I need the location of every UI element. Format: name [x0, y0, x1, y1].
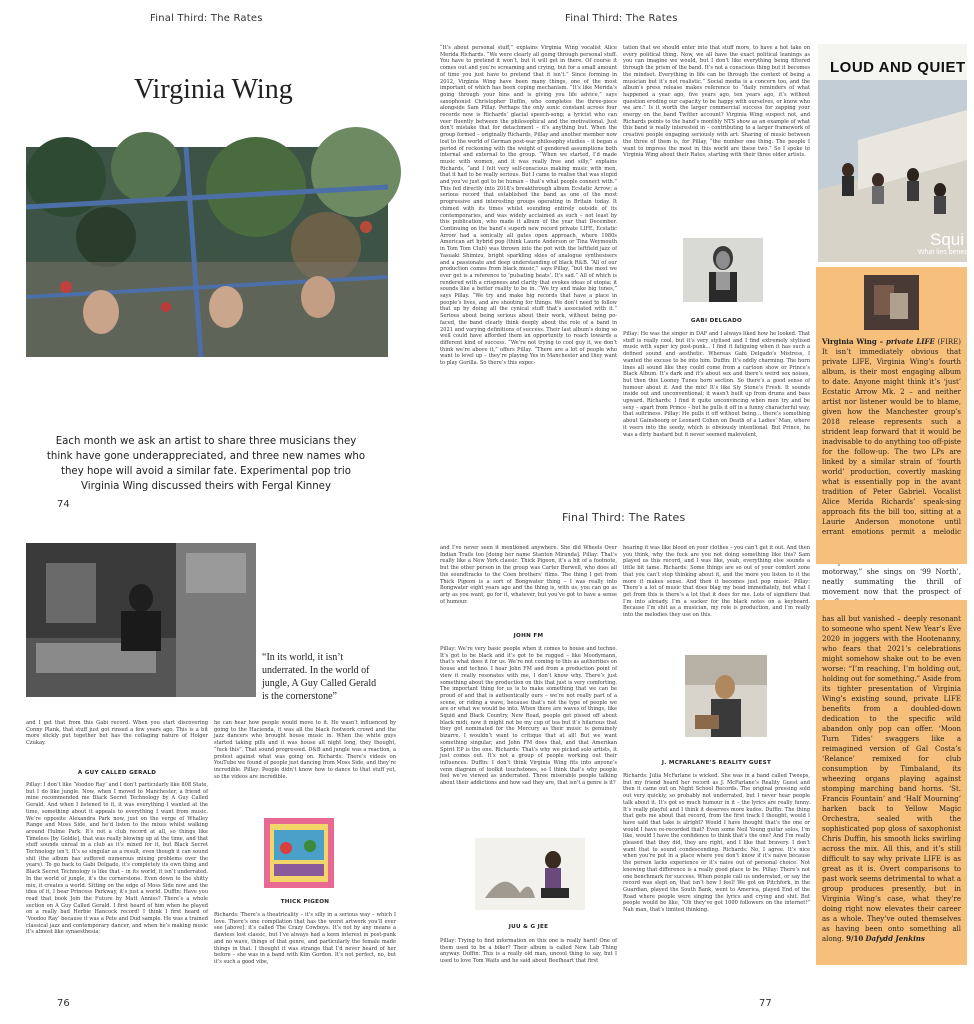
review-score: 9/10 — [846, 934, 864, 943]
review-panel — [816, 267, 967, 596]
juu-and-g-jee-photo — [475, 838, 585, 910]
section-label-top-right: Final Third: The Rates — [565, 13, 678, 24]
caption-juu-g-jee: JUU & G JEE — [508, 924, 549, 930]
bottom-left-col1-top: and I get that from this Gabi record. When you start discovering Conny Plank, that stuff just got rinsed a few years ago. This is a bit more slickly put together but has the collaging nature of Holger Czukay. — [26, 720, 208, 747]
review-body-2: has all but vanished – deeply resonant to someone who spent New Year’s Eve 2020 in joggers with the Hootenanny, who fears that 2021’s celebrations might somehow shake out to be even worse: “I’m reaching, I’m holding out, holding out for something.” Aside from its tighter presentation of Virginia Wing’s existing sound, private LIFE benefits from a doubled-down dedication to the specific wild abandon only pop can offer. ‘Moon Turn Tides’ swaggers like a reimagined version of Gal Costa’s ‘Relance’ remixed for club consumption by Timbaland, its wheezing organs playing against stomping marching band horns. ‘St. Francis Fountain’ and ‘Half Mourning’ harken back to Yellow Magic Orchestra, sealed with the sophisticated pop gloss of saxophonist Chris Duffin, his smooth licks swirling across the mix. All this, and it’s still difficult to say why private LIFE is as great as it is. Overt comparisons to past work seems detrimental to what a group produces presently, but in Virginia Wing’s case, what they’re doing right now elevates their career as a whole. They’ve outed themselves as having been onto something all along. — [822, 615, 961, 943]
review-author: Dafydd Jenkins — [865, 934, 925, 943]
gabi-delgado-photo — [683, 238, 763, 302]
review-text-2 — [822, 614, 961, 964]
magazine-overlay-subtext: What lies beneath — [918, 249, 974, 256]
caption-gabi-delgado: GABI DELGADO — [690, 318, 743, 324]
review-lead-title: private LIFE — [885, 337, 935, 346]
magazine-overlay-text: Squi — [930, 230, 965, 249]
review-panel-lower — [816, 600, 967, 965]
thick-pigeon-artwork — [264, 818, 334, 888]
magazine-title: LOUD AND QUIET — [830, 59, 966, 76]
j-mcfarlane-portrait — [685, 655, 767, 737]
bottom-right-col1-bottom: Pillay: Trying to find information on this one is really hard! One of them used to be a biker? Their album is called New Lab Thing anyway. Duffin: This is a really old man, uncool thing to say, but I used to love Tom Waits and he said about Beefheart that first — [440, 938, 617, 965]
juu-and-g-jee-illustration — [475, 838, 585, 910]
studio-photo-illustration — [26, 543, 256, 697]
heading-a-guy-called-gerald: A GUY CALLED GERALD — [77, 770, 157, 776]
page-number-74: 74 — [57, 499, 70, 510]
bottom-right-col1-body: Pillay: We’re very basic people when it comes to house and techno. It’s got to be black and it’s got to be rugged – like Moodymann, that’s what does it for us. We’re not coming to this as authorities on house and techno. I hear John FM and from a production point of view it really resonates with me, I don’t know why. There’s just something about the production on this that just is very comforting. The important thing for us is to make something that we can be proud of and that is authentically ours – we’re not really part of a scene, or riding a wave, because that’s not the type of people we are or what we would be into. When there are waves of things, like Squid and Black Country, New Road, people get pissed off about black midi, now it might not be my cup of tea but it’s hilarious that they got nominated for the Mercury as their music is genuinely bizarre. I wouldn’t want to critique that at all! But we want something singular, and John FM does that, and that Amerikan Spirit EP is the one. Richards: That’s why we picked solo artists, it just comes out. It’s not a group of people working out their influences. Duffin: I don’t think Virginia Wing fits into anyone’s venn diagram of toolkit touchstones, so I think that’s why people feel we’ve viewed as underrated. Three miserable people talking about their addictions and how sad they are, that isn’t a genre is it? — [440, 646, 617, 787]
page-number-76: 76 — [57, 998, 70, 1009]
review-lead-artist: Virginia Wing – — [822, 337, 886, 346]
review-body-1: It isn’t immediately obvious that private LIFE, Virginia Wing’s fourth album, is their most engaging album to date. Anyone might think it’s ‘just’ Ecstatic Arrow Mk. 2 – and neither artist nor listener would be to blame, given how the Manchester group’s 2018 release represents such a strident leap forward that it would be inadvisable to do anything too off-piste for the follow-up. The two LPs are linked by a similar strain of ‘fourth world’ production, covertly masking what is essentially pop in the avant tradition of Peter Gabriel. Vocalist Alice Merida Richards’ speak-sing approach fits the bill too, sitting at a Laurie Anderson monotone until errant emotions permit a melodic motorway,” she sings on ‘99 North’, neatly summating the thrill of movement now that the prospect of — [822, 348, 961, 596]
j-mcfarlane-photo — [685, 655, 767, 737]
section-label-top-left: Final Third: The Rates — [150, 13, 263, 24]
band-window-illustration — [26, 147, 388, 357]
guy-called-gerald-photo — [26, 543, 256, 697]
bottom-right-col2-bottom: Richards: Julia McFarlane is wicked. She was in a band called Tweeps, but my friend heard her record as J. McFarlane’s Reality Guest and then it came out on Night School Records. The original pressing sold out very quickly, so probably not underrated, but I never hear people talk about it. It’s got so much humour in it – the lyrics are really funny. It’s really playful and I think it deserves more kudos. Duffin: The thing that gets me about that record, from the first track I thought, would I have said that take is alright? Would I have thought that’s the one or would I have re-recorded that? Even some Neil Young guitar solos, I’m like, would I have the confidence to think that’s the one? And I’m really pleased that they did, they are right, and I like that bravery. I don’t want that to sound condescending. Richards: No, I agree. It’s nice when you’re put in a place where you don’t know if it’s naive because the person lacks experience or it’s naive out of personal choice. Not knowing that difference is a really good place to be. Pillay: There’s not one benchmark for success. When people call us underrated, or say the record was slept on, that isn’t how I feel! We got on Pitchfork, in the Guardian, played the South Bank, went to America, played End of the Road where people were singing the lyrics and crying and shit. But people would be like, “Oh they’ve got 1000 followers on the internet!” Nah man, that’s limited thinking. — [623, 773, 810, 914]
review-text-1 — [822, 337, 961, 596]
review-lead-label: (FIRE) — [934, 338, 961, 346]
intro-text: Each month we ask an artist to share three musicians they think have gone underappreciated, and three new names who they hope will avoid a similar fate. Experimental pop trio Virginia Wing discussed theirs with Fergal Kinney — [46, 436, 366, 492]
gabi-delgado-portrait — [683, 238, 763, 302]
section-label-bottom-right: Final Third: The Rates — [562, 511, 686, 524]
page-title: Virginia Wing — [134, 74, 293, 105]
article-column-1: “It’s about personal stuff,” explains Virginia Wing vocalist Alice Merida Richards. “We were clearly all going through personal stuff. You have to pretend it won’t, but it will get in there. Of course it comes out and you’re screaming and crying, but for a small amount of time you just have to pretend that it isn’t.” Since forming in 2012, Virginia Wing have been many things, one of the most important of which has been coping mechanism. “It’s like Merida’s going through your bins and is giving you life advice,” says saxophonist Christopher Duffin, who completes the three-piece alongside Sam Pillay. Perhaps the only sonic constant across four records now is Richards’ glacial speech-song; a lyricist who can veer fluently between the philosophical and the motivational. Just don’t mistake that for detachment – it’s anything but. When the group formed – originally Richards, Pillay and another member now lost to the world of German post-war philosophy studies – it began a period of reckoning with the weight of gendered assumptions both internal and external to the group. “When we started, I’d made music with women, and it was really free and silly,” explains Richards, “and I felt very self-conscious making music with men, that it had to be really serious. But I came to realise that was stupid and you’ve just got to be human – that’s what people connect with.” This fed directly into 2018’s breakthrough album Ecstatic Arrow; a serious record that established the band as one of the most progressive and interesting groups operating in Britain today. It chimed with its times whilst sounding entirely outside of its contemporaries, and was widely acclaimed as such – not least by this publication, who made it album of the year that December. Continuing on the band’s superb new record private LIFE, Ecstatic Arrow had a sonically all gates open approach, where 1980s American art hybrid pop (think Laurie Anderson or Tina Weymouth in Tom Tom Club) was thrown into the pot with the leftfield jazz of Yasuaki Shimizu, bright sparkling skies of analogue synthesisers and a passionate and deep understanding of black R&B. “All of our production comes from black music,” says Pillay, “but the most we ever get is a reference to ‘pulsating beats’. It’s sad.” All of which is rendered with a crispness and clarity that evokes ideas of utopia; it sounds like a better reality to be in. “We try and make big tunes,” says Pillay. “We try and make big records that have a place in people’s lives, and are shooting for things. We don’t need to follow that up by doing all the cynical stuff that’s associated with it.” Serious about being serious about their work, without being po-faced, the band clearly think deeply about the role of a band in 2021 and varying definitions of success. Their last album’s doing so well could have afforded them an opportunity to reach towards a different kind of success. “We’re not trying to cool guy it, we don’t think we’re above it,” offers Pillay. “There are a lot of people who want to level up – they’re playing Yes in Manchester and they want to play Gorilla. So there’s this expec- — [440, 45, 617, 367]
album-cover-thumbnail — [864, 275, 919, 330]
album-art-icon — [864, 275, 919, 330]
pull-quote: “In its world, it isn’t underrated. In the world of jungle, A Guy Called Gerald is the cornerstone” — [262, 652, 377, 702]
thick-pigeon-cover — [264, 818, 334, 888]
bottom-left-col2-top: he can hear how people would move to it. He wasn’t influenced by going to the Hacienda, it was all the black footwork crowd and the jazz dancers who brought house music in. When the white guys started taking pills and it was house all night long, they thought, “fuck this”. That sound progressed. D&B and jungle was a reaction, a protest against what was going on. Richards: There’s videos on YouTube we found of people just dancing from Moss Side, and they’re incredible. Pillay: People didn’t know how to dance to that stuff yet, so the videos are incredible. — [214, 720, 396, 780]
page-number-77: 77 — [759, 998, 772, 1009]
caption-thick-pigeon: THICK PIGEON — [280, 899, 330, 905]
article-column-2-bottom: Pillay: He was the singer in DAF and I always liked how he looked. That stuff is really cool, but it’s very stylised and I find extremely stylised music with super icy post-punk... I find it fatiguing when it has such a defined sound and aesthetic. Whereas Gabi Delgado’s Mistress, I wanted the excuse to be into him. Duffin: It’s oddly charming. The horn lines all sound like they could come from a cartoon show or Prince’s Black Album. It’s dark and it’s about sex and there’s weird sex noises, but then this Looney Tunes horn section. So there’s a good sense of humour about it. And the mix! It’s like Sly Stone’s Fresh. It sounds inside out and unconventional; it wasn’t built up from drums and bass upward. Richards: I find it quite unconvincing when men try and be sexy – apart from Prince – but he pulls it off in a funny characterful way, that sultriness. Pillay: He pulls it off without being... there’s something about Gainsbourg or Leonard Cohen on Death of a Ladies’ Man, where it veers into the seedy, which is obviously intentional. But Prince, he was a dirty bastard but it never seemed malevolent, — [623, 331, 810, 438]
magazine-cover — [818, 44, 974, 262]
bottom-right-col2-top: hearing it was like blood on your clothes – you can’t get it out. And then you think, why the fuck are you not doing something like this? Sam played us this record, and I was like, yeah, everything else sounds a little bit tame. Richards: Some things are so out of your comfort zone that you can’t stop thinking about it, and the more you listen to it the more it makes sense. And then it becomes just pop music. Pillay: There’s a lot of music that does blag my head immediately, but what I get from this is there’s a lot that it does for me. Lots of signifiers that I’m into already. I’m a sucker for the black notes on a keyboard. Because I’m shit as a musician, my role is production, and I’m really into the melodies they use on this. — [623, 545, 810, 619]
magazine-cover-photo — [818, 80, 974, 262]
article-column-2-top: tation that we should enter into that stuff more, to have a hot take on every political thing. Now, we all have the exact political leanings as you can imagine we would, but I don’t like everything being filtered through the prism of the band. It’s not a conscious thing but it becomes the mindset. Everything in life can be through the context of being a musician but it’s not realistic.” Social media is a concern too, and the album’s press release makes reference to “daily reminders of what happened a year ago, five years ago, ten years ago, it’s without question eroding our capacity to be happy with ourselves, or know who we are.” Is it worth the larger commercial success for zapping your energy on the band Twitter account? Virginia Wing suspect not, and Richards points to the band’s monthly NTS show as an example of what this band is really interested in – contributing to a larger framework of creative people engaging seriously with art. Sharing of music between the three of them is, for Pillay, “the number one thing. The people I want to impress the most in this world are these two.” So I spoke to Virginia Wing about their Rates, starting with their three older artists. — [623, 45, 810, 159]
bottom-left-col2-bottom: Richards: There’s a theatricality – it’s silly in a serious way – which I love. There’s one compilation that has the worst artwork you’ll ever see [above]: it’s called The Crazy Cowboys. It’s not by any means a flawless lost classic, but I’ve always had a keen interest in post-punk and no wave, things of that genre, and particularly the female made things in that. I thought it was strange that I’d never heard of her before – she was in a band with Kim Gordon. It’s not perfect, no, but it’s such a good vibe, — [214, 912, 396, 965]
caption-j-mcfarlane: J. MCFARLANE’S REALITY GUEST — [661, 760, 772, 766]
band-window-photo — [26, 147, 388, 357]
bottom-left-col1-body: Pillay: I don’t like ‘Voodoo Ray’ and I don’t particularly like 808 State, but I do like jungle. Now, when I moved to Manchester, a friend of mine recommended me Black Secret Technology by A Guy Called Gerald. And when I listened to it, it was everything I wanted at the time, something about it appeals to everything I want from music. We’re opposite Alexandra Park now, just on the verge of Whalley Range and Moss Side, and he’d listen to the mixes whilst walking around Hulme Park. It’s not a club record at all, so things like Timeless [by Goldie], that was really blowing up at the time, and that stuff sounds unreal in a club as it’s mixed for it, but Black Secret Technology isn’t. It’s so singular as a result, even though it can sound shit (the album has suffered numerous mixing problems over the years). To go back to Gabi Delgado, it’s completely its own thing and Black Secret Technology is like that – in its world, it isn’t underrated. In the world of jungle, it’s the cornerstone. Even down to the shitty mix, it creates a world. Sitting on the edge of Moss Side now and the idea of it, I hear Princess Parkway, it’s just a world. Duffin: Have you read that book Join the Future by Matt Anniss? There’s a whole section on A Guy Called Gerald. I first heard of him when he played on a really bad Herbie Hancock record! I think I first heard of ‘Voodoo Ray’ because it was a Pete and Dud sample. He was a trained classical jazz and contemporary dancer, and when he’s making music it’s almost like synaesthesia; — [26, 782, 208, 936]
magazine-cover-strapline — [826, 48, 966, 58]
bottom-right-col1-top: and I’ve never seen it mentioned anywhere. She did Wheels Over Indian Trails too [doing her name Stanton Miranda]. Pillay: That’s really like a New York classic. Thick Pigeon, it’s a bit of a footnote, but the other person in the group was Carter Burwell, who does all the soundtracks to the Coen brothers’ films. The thing I get from Thick Pigeon is a sort of Bongwater thing – I was really into Bongwater eight years ago and the thing is, with us, you can go as arty as you want, go for it, whatever, but you’ve got to have a sense of humour. — [440, 545, 617, 605]
heading-john-fm: JOHN FM — [513, 633, 544, 639]
review-panel-gap — [816, 537, 967, 564]
